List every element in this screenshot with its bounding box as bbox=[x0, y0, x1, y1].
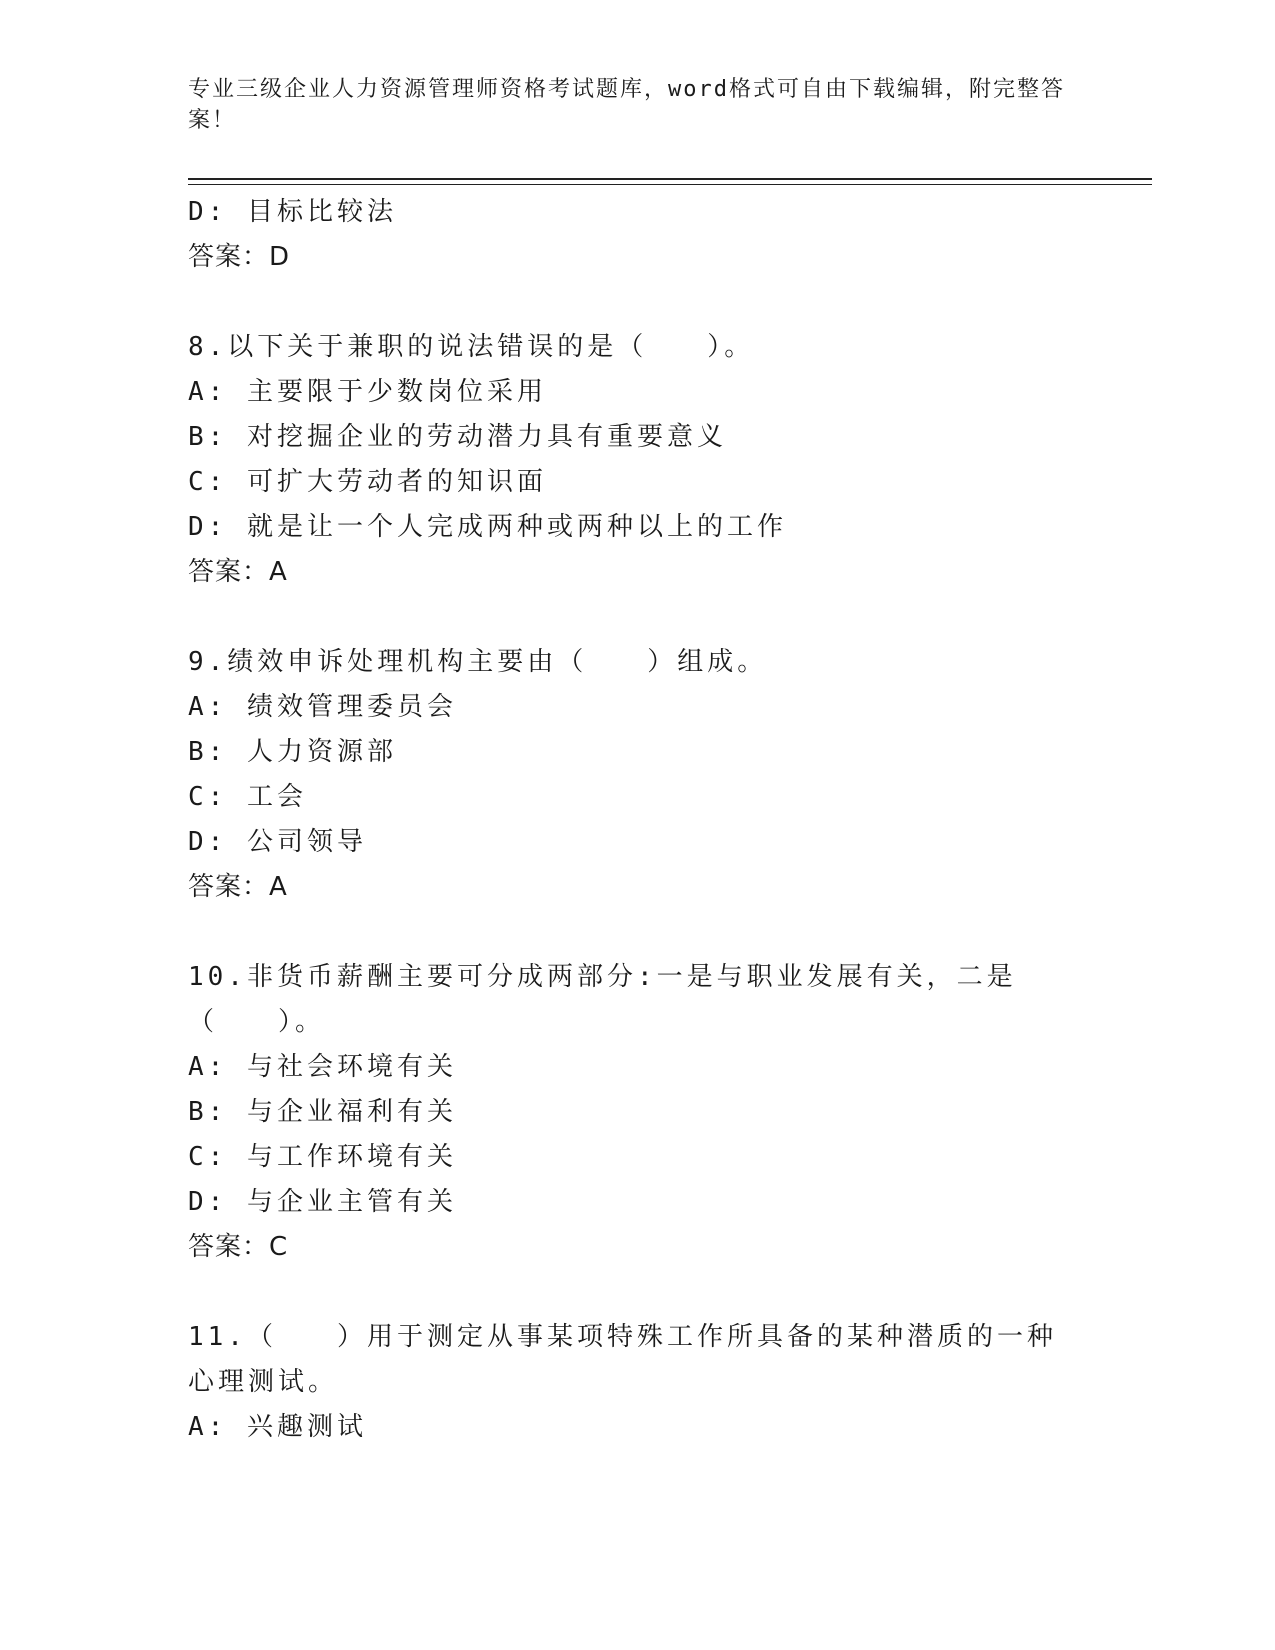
question-block bbox=[188, 640, 1088, 910]
option-d: D: 与企业主管有关 bbox=[188, 1187, 457, 1217]
question-block bbox=[188, 325, 1088, 595]
option-d: D: 目标比较法 bbox=[188, 197, 397, 227]
question-block bbox=[188, 190, 1088, 280]
option-b: B: 对挖掘企业的劳动潜力具有重要意义 bbox=[188, 422, 727, 452]
answer: 答案：C bbox=[188, 1232, 289, 1262]
answer: 答案：D bbox=[188, 242, 291, 272]
spacer bbox=[188, 595, 1088, 640]
option-c: C: 与工作环境有关 bbox=[188, 1142, 457, 1172]
option-b: B: 与企业福利有关 bbox=[188, 1097, 457, 1127]
question-text: 10.非货币薪酬主要可分成两部分:一是与职业发展有关，二是（ ）。 bbox=[188, 962, 1017, 1037]
exam-content bbox=[188, 190, 1088, 1450]
option-a: A: 主要限于少数岗位采用 bbox=[188, 377, 547, 407]
spacer bbox=[188, 910, 1088, 955]
option-d: D: 就是让一个人完成两种或两种以上的工作 bbox=[188, 512, 787, 542]
spacer bbox=[188, 1270, 1088, 1315]
answer: 答案：A bbox=[188, 872, 288, 902]
option-c: C: 工会 bbox=[188, 782, 307, 812]
question-text: 11.（ ）用于测定从事某项特殊工作所具备的某种潜质的一种心理测试。 bbox=[188, 1322, 1057, 1397]
option-b: B: 人力资源部 bbox=[188, 737, 397, 767]
question-text: 8.以下关于兼职的说法错误的是（ ）。 bbox=[188, 332, 755, 362]
document-header: 专业三级企业人力资源管理师资格考试题库，word格式可自由下载编辑，附完整答案！ bbox=[188, 77, 1065, 133]
answer: 答案：A bbox=[188, 557, 288, 587]
option-a: A: 与社会环境有关 bbox=[188, 1052, 457, 1082]
option-a: A: 兴趣测试 bbox=[188, 1412, 367, 1442]
option-d: D: 公司领导 bbox=[188, 827, 367, 857]
option-a: A: 绩效管理委员会 bbox=[188, 692, 457, 722]
question-block bbox=[188, 955, 1088, 1270]
question-text: 9.绩效申诉处理机构主要由（ ）组成。 bbox=[188, 647, 768, 677]
header-divider bbox=[188, 178, 1152, 185]
option-c: C: 可扩大劳动者的知识面 bbox=[188, 467, 547, 497]
spacer bbox=[188, 280, 1088, 325]
question-block bbox=[188, 1315, 1088, 1450]
